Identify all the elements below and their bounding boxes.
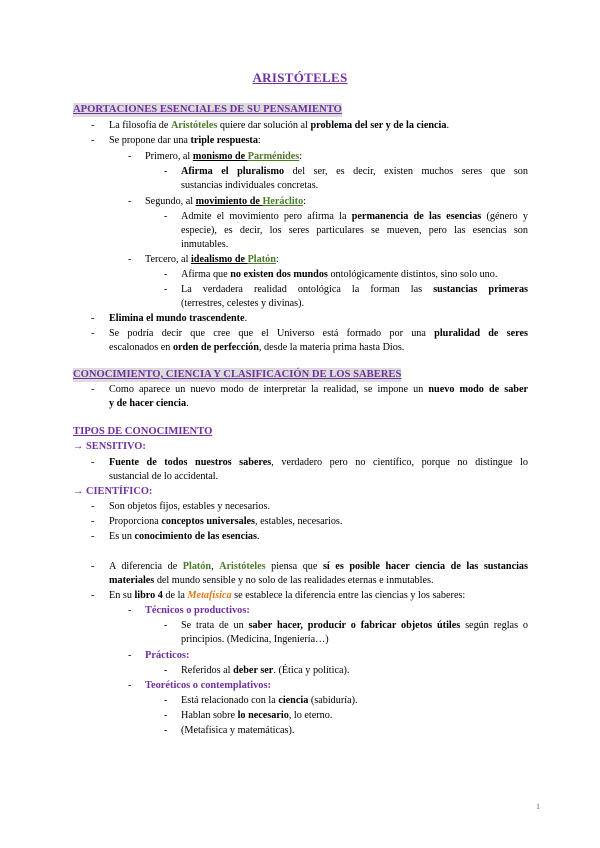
bullet-dash: - bbox=[164, 269, 168, 280]
text-line: Son objetos fijos, estables y necesarios. bbox=[109, 501, 270, 512]
text-line: Fuente de todos nuestros saberes, verdadero pero no científico, porque no distingue lo bbox=[109, 457, 528, 468]
text-line: Proporciona conceptos universales, estables, necesarios. bbox=[109, 516, 343, 527]
text-line: especie), es decir, los seres particulares se mueven, pero las esencias son bbox=[181, 225, 528, 236]
text-line: Como aparece un nuevo modo de interpretar la realidad, se impone un nuevo modo de saber bbox=[109, 384, 529, 395]
page-title: ARISTÓTELES bbox=[252, 70, 348, 85]
text-line: A diferencia de Platón, Aristóteles piensa que sí es posible hacer ciencia de las sustancias bbox=[109, 561, 528, 572]
subheading-sensitivo: → SENSITIVO: bbox=[73, 441, 146, 452]
text-line: sustancial de lo accidental. bbox=[109, 471, 219, 482]
subheading-practicos: Prácticos: bbox=[145, 650, 190, 661]
bullet-dash: - bbox=[164, 665, 168, 676]
text-line: (terrestres, celestes y divinas). bbox=[181, 298, 305, 309]
text-line: La verdadera realidad ontológica la forman las sustancias primeras bbox=[181, 284, 529, 295]
text-line: y de hacer ciencia. bbox=[109, 398, 189, 409]
bullet-dash: - bbox=[91, 531, 95, 542]
bullet-dash: - bbox=[91, 457, 95, 468]
text-line: Primero, al monismo de Parménides: bbox=[145, 151, 303, 162]
text-line: Elimina el mundo trascendente. bbox=[109, 313, 248, 324]
text-line: Afirma el pluralismo del ser, es decir, existen muchos seres que son bbox=[181, 166, 528, 177]
bullet-dash: - bbox=[91, 135, 95, 146]
bullet-dash: - bbox=[128, 254, 132, 265]
bullet-dash: - bbox=[91, 384, 95, 395]
bullet-dash: - bbox=[128, 650, 132, 661]
section-heading-aportaciones: APORTACIONES ESENCIALES DE SU PENSAMIENTO bbox=[73, 104, 342, 115]
subheading-cientifico: → CIENTÍFICO: bbox=[73, 486, 153, 497]
bullet-dash: - bbox=[164, 284, 168, 295]
bullet-dash: - bbox=[164, 166, 168, 177]
bullet-dash: - bbox=[128, 605, 132, 616]
bullet-dash: - bbox=[91, 501, 95, 512]
bullet-dash: - bbox=[91, 590, 95, 601]
text-line: inmutables. bbox=[181, 239, 229, 250]
bullet-dash: - bbox=[164, 211, 168, 222]
bullet-dash: - bbox=[164, 695, 168, 706]
text-line: La filosofía de Aristóteles quiere dar solución al problema del ser y de la ciencia. bbox=[109, 120, 449, 131]
bullet-dash: - bbox=[91, 561, 95, 572]
text-line: Admite el movimiento pero afirma la permanencia de las esencias (género y bbox=[181, 211, 528, 222]
text-line: Afirma que no existen dos mundos ontológicamente distintos, sino solo uno. bbox=[181, 269, 498, 280]
bullet-dash: - bbox=[91, 328, 95, 339]
text-line: escalonados en orden de perfección, desde la materia prima hasta Dios. bbox=[109, 342, 405, 353]
section-heading-tipos: TIPOS DE CONOCIMIENTO bbox=[73, 426, 213, 437]
text-line: Es un conocimiento de las esencias. bbox=[109, 531, 260, 542]
page-number: 1 bbox=[536, 802, 540, 811]
text-line: Segundo, al movimiento de Heráclito: bbox=[145, 196, 307, 207]
text-line: principios. (Medicina, Ingeniería…) bbox=[181, 634, 329, 645]
bullet-dash: - bbox=[164, 710, 168, 721]
subheading-tecnicos: Técnicos o productivos: bbox=[145, 605, 250, 616]
text-line: Referidos al deber ser. (Ética y política). bbox=[181, 665, 350, 676]
bullet-dash: - bbox=[91, 120, 95, 131]
text-line: Se trata de un saber hacer, producir o fabricar objetos útiles según reglas o bbox=[181, 620, 528, 631]
text-line: En su libro 4 de la Metafísica se establece la diferencia entre las ciencias y los saberes: bbox=[109, 590, 466, 601]
bullet-dash: - bbox=[164, 725, 168, 736]
subheading-teoreticos: Teoréticos o contemplativos: bbox=[145, 680, 272, 691]
text-line: Hablan sobre lo necesario, lo eterno. bbox=[181, 710, 333, 721]
bullet-dash: - bbox=[128, 680, 132, 691]
text-line: materiales del mundo sensible y no solo de las realidades eternas e inmutables. bbox=[109, 575, 434, 586]
bullet-dash: - bbox=[164, 620, 168, 631]
bullet-dash: - bbox=[128, 196, 132, 207]
section-heading-conocimiento: CONOCIMIENTO, CIENCIA Y CLASIFICACIÓN DE LOS SABERES bbox=[73, 369, 402, 380]
text-line: Se podría decir que cree que el Universo está formado por una pluralidad de seres bbox=[109, 328, 528, 339]
text-line: Se propone dar una triple respuesta: bbox=[109, 135, 261, 146]
text-line: (Metafísica y matemáticas). bbox=[181, 725, 295, 736]
text-line: Está relacionado con la ciencia (sabiduría). bbox=[181, 695, 358, 706]
bullet-dash: - bbox=[128, 151, 132, 162]
text-line: sustancias individuales concretas. bbox=[181, 180, 319, 191]
bullet-dash: - bbox=[91, 313, 95, 324]
text-line: Tercero, al idealismo de Platón: bbox=[145, 254, 279, 265]
bullet-dash: - bbox=[91, 516, 95, 527]
